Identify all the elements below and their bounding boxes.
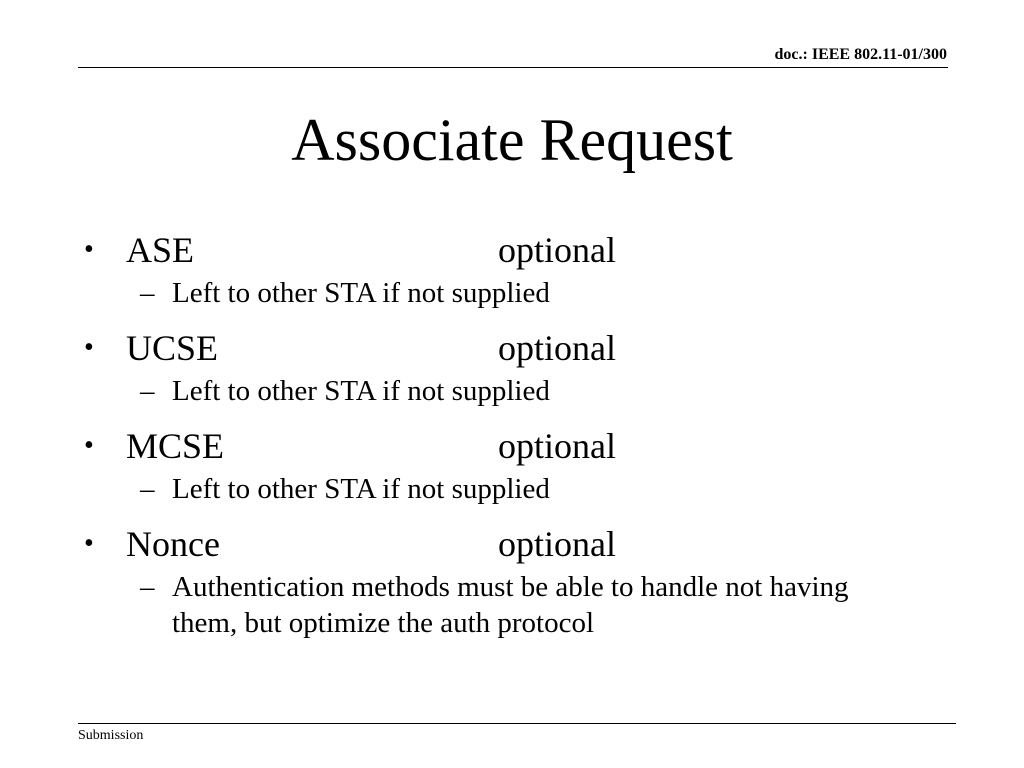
list-item-ase bbox=[80, 226, 960, 311]
field-note: Authentication methods must be able to handle not having them, but optimize the auth protocol bbox=[172, 571, 849, 639]
field-name: ASE bbox=[126, 230, 195, 270]
sub-bullet-line bbox=[80, 471, 960, 507]
dash-icon: – bbox=[140, 277, 155, 309]
sub-bullet-line bbox=[80, 373, 960, 409]
slide-title: Associate Request bbox=[291, 107, 733, 173]
list-item-ucse bbox=[80, 324, 960, 409]
dash-icon: – bbox=[140, 375, 155, 407]
list-item-nonce bbox=[80, 520, 960, 641]
list-item-mcse bbox=[80, 422, 960, 507]
bullet-line bbox=[80, 324, 960, 372]
header-divider bbox=[78, 67, 948, 68]
footer-label: Submission bbox=[78, 728, 144, 743]
bullet-list bbox=[80, 226, 960, 654]
bullet-line bbox=[80, 422, 960, 470]
field-requirement: optional bbox=[498, 328, 616, 368]
field-requirement: optional bbox=[498, 524, 616, 564]
document-reference: doc.: IEEE 802.11-01/300 bbox=[774, 46, 947, 63]
bullet-icon: • bbox=[84, 332, 94, 363]
field-note: Left to other STA if not supplied bbox=[172, 277, 550, 309]
field-name: MCSE bbox=[126, 426, 225, 466]
bullet-icon: • bbox=[84, 430, 94, 461]
dash-icon: – bbox=[140, 571, 155, 603]
bullet-icon: • bbox=[84, 528, 94, 559]
bullet-line bbox=[80, 226, 960, 274]
bullet-line bbox=[80, 520, 960, 568]
bullet-icon: • bbox=[84, 234, 94, 265]
sub-bullet-line bbox=[80, 569, 960, 641]
footer-divider bbox=[78, 723, 956, 724]
field-requirement: optional bbox=[498, 230, 616, 270]
field-name: Nonce bbox=[126, 524, 220, 564]
sub-bullet-line bbox=[80, 275, 960, 311]
field-name: UCSE bbox=[126, 328, 219, 368]
dash-icon: – bbox=[140, 473, 155, 505]
field-note: Left to other STA if not supplied bbox=[172, 473, 550, 505]
field-note: Left to other STA if not supplied bbox=[172, 375, 550, 407]
field-requirement: optional bbox=[498, 426, 616, 466]
